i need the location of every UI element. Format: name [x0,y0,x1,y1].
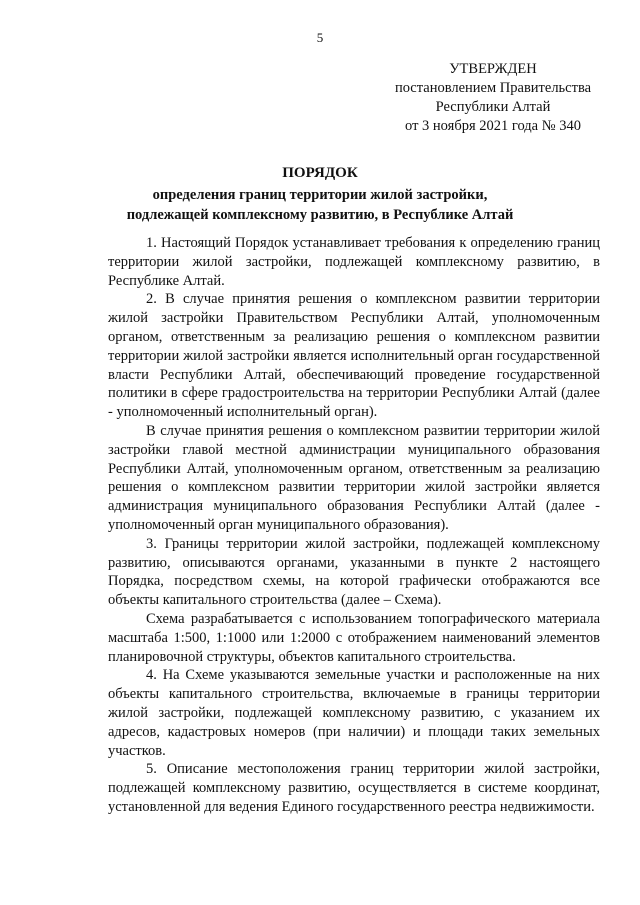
paragraph-1: 1. Настоящий Порядок устанавливает требования к определению границ территории жилой застройки, подлежащей комплексному развитию, в Республике Алтай. [108,235,600,289]
document-body [108,234,600,817]
approval-date: от 3 ноября 2021 года № 340 [405,118,581,134]
document-title [110,163,530,225]
approval-stamp [382,60,604,136]
paragraph-3-scheme: Схема разрабатывается с использованием топографического материала масштаба 1:500, 1:1000 или 1:2000 с отображением наименований элементов планировочной структуры, объектов капитального строительства. [108,610,600,665]
approval-authority: постановлением Правительства [394,80,592,96]
paragraph-5: 5. Описание местоположения границ территории жилой застройки, подлежащей комплексному развитию, осуществляется в системе координат, установленной для ведения Единого государственного реестра недвижимости. [108,761,600,815]
title-heading: ПОРЯДОК [282,165,358,181]
paragraph-4: 4. На Схеме указываются земельные участки и расположенные на них объекты капитального строительства, включаемые в границы территории жилой застройки, подлежащей комплексному развитию, с указанием их адресов, кадастровых номеров (при наличии) и площади таких земельных участков. [108,667,600,759]
approval-region: Республики Алтай [435,99,551,115]
paragraph-2: 2. В случае принятия решения о комплексном развитии территории жилой застройки Правительством Республики Алтай, уполномоченным органом, ответственным за реализацию решения о комплексном развитии территории жилой застройки является исполнительный орган государственной власти Республики Алтай, обеспечивающий проведение государственной политики в сфере градостроительства на территории Республики Алтай (далее - уполномоченный исполнительный орган). [108,291,600,421]
paragraph-3: 3. Границы территории жилой застройки, подлежащей комплексному развитию, описываются органами, указанными в пункте 2 настоящего Порядка, посредством схемы, на которой графически отображаются все объекты капитального строительства (далее – Схема). [108,535,600,609]
paragraph-2-continued: В случае принятия решения о комплексном развитии территории жилой застройки главой местной администрации муниципального образования Республики Алтай, уполномоченным органом, ответственным за реализацию решения о комплексном развитии территории жилой застройки является администрация муниципального образования Республики Алтай (далее - уполномоченный орган муниципального образования). [108,422,600,533]
title-subheading: определения границ территории жилой застройки, подлежащей комплексному развитию, в Республике Алтай [126,187,514,223]
page-number: 5 [316,30,324,45]
approval-status: УТВЕРЖДЕН [449,61,537,77]
